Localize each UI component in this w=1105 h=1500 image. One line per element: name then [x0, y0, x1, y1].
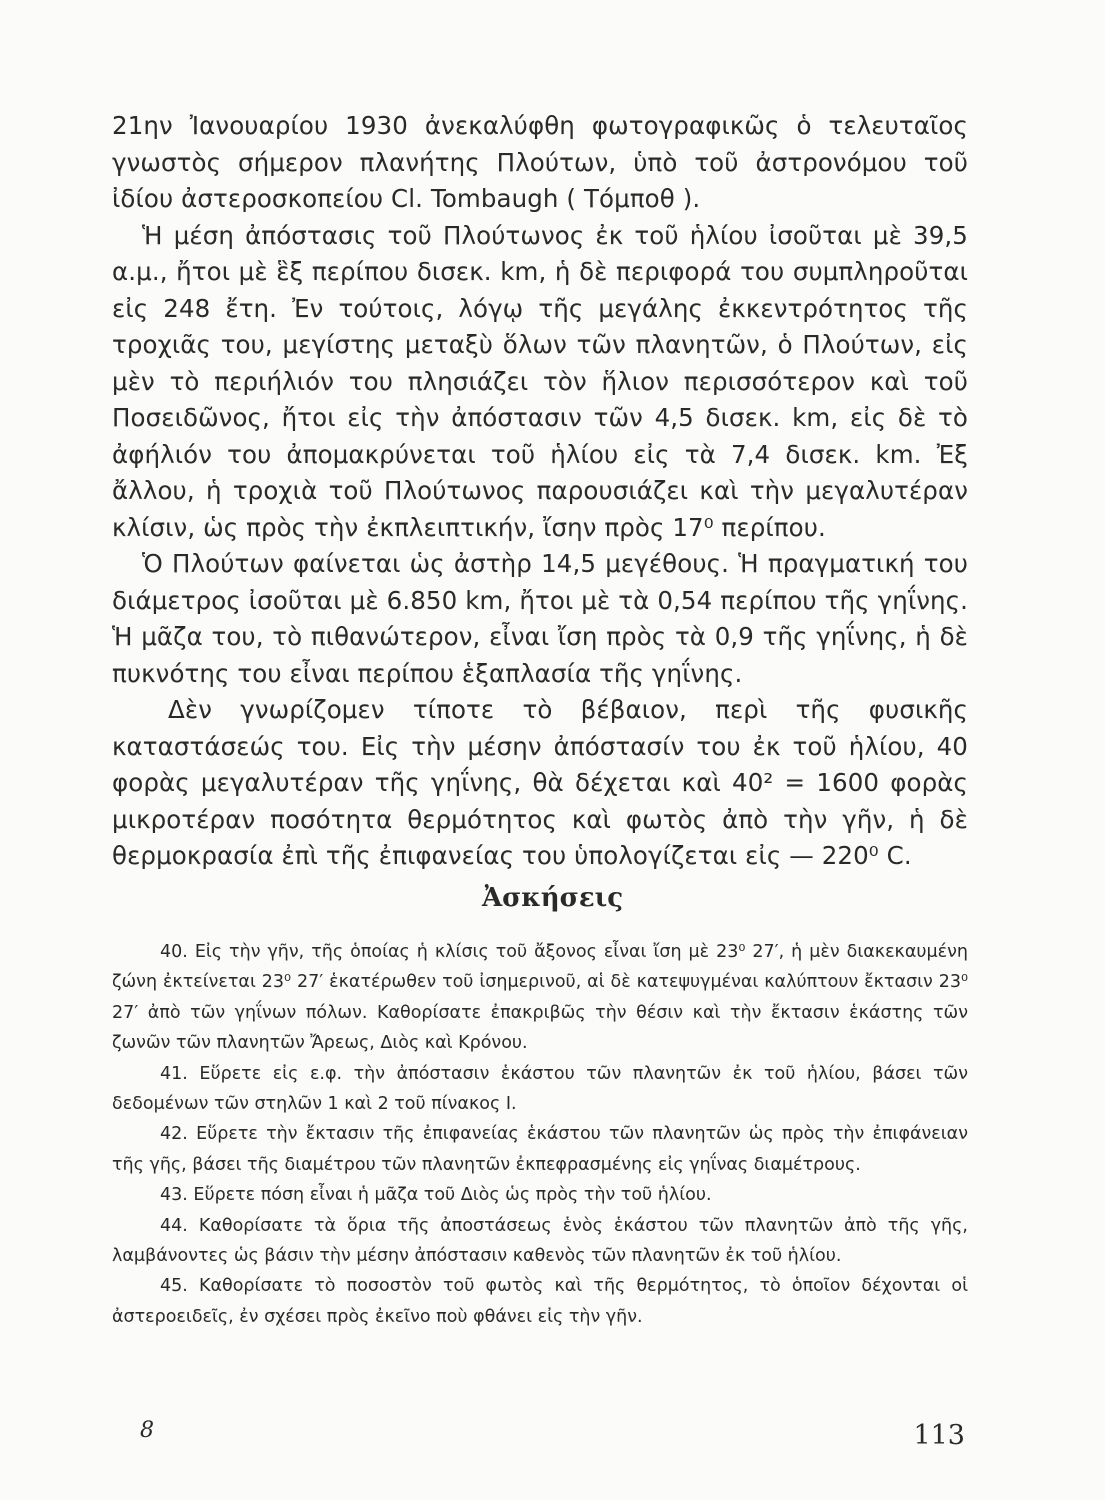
paragraph-physical-state: Δὲν γνωρίζομεν τίποτε τὸ βέβαιον, περὶ τῆς φυσικῆς καταστάσεώς του. Εἰς τὴν μέσην ἀπόστασίν του ἐκ τοῦ ἡλίου, 40 φορὰς μεγαλυτέραν τῆς γηΐνης, θὰ δέχεται καὶ 40² = 1600 φορὰς μικροτέραν ποσότητα θερμότητος καὶ φωτὸς ἀπὸ τὴν γῆν, ἡ δὲ θερμοκρασία ἐπὶ τῆς ἐπιφανείας του ὑπολογίζεται εἰς — 220⁰ C.: [112, 695, 968, 870]
exercise-item: 41. Εὕρετε εἰς ε.φ. τὴν ἀπόστασιν ἑκάστου τῶν πλανητῶν ἐκ τοῦ ἡλίου, βάσει τῶν δεδομένων τῶν στηλῶν 1 καὶ 2 τοῦ πίνακος I.: [112, 1063, 968, 1115]
exercise-item: 43. Εὕρετε πόση εἶναι ἡ μᾶζα τοῦ Διὸς ὡς πρὸς τὴν τοῦ ἡλίου.: [160, 1185, 712, 1206]
exercise-item: 40. Εἰς τὴν γῆν, τῆς ὁποίας ἡ κλίσις τοῦ ἄξονος εἶναι ἴση μὲ 23⁰ 27′, ἡ μὲν διακεκαυμένη ζώνη ἐκτείνεται 23⁰ 27′ ἑκατέρωθεν τοῦ ἰσημερινοῦ, αἱ δὲ κατεψυγμέναι καλύπτουν ἔκτασιν 23⁰ 27′ ἀπὸ τῶν γηΐνων πόλων. Καθορίσατε ἐπακριβῶς τὴν θέσιν καὶ τὴν ἔκτασιν ἑκάστης τῶν ζωνῶν τῶν πλανητῶν Ἄρεως, Διὸς καὶ Κρόνου.: [112, 942, 968, 1054]
paragraph-size: Ὁ Πλούτων φαίνεται ὡς ἀστὴρ 14,5 μεγέθους. Ἡ πραγματική του διάμετρος ἰσοῦται μὲ 6.850 km, ἤτοι μὲ τὰ 0,54 περίπου τῆς γηΐνης. Ἡ μᾶζα του, τὸ πιθανώτερον, εἶναι ἴση πρὸς τὰ 0,9 τῆς γηΐνης, ἡ δὲ πυκνότης του εἶναι περίπου ἑξαπλασία τῆς γηΐνης.: [112, 549, 968, 688]
paragraph-orbit: Ἡ μέση ἀπόστασις τοῦ Πλούτωνος ἐκ τοῦ ἡλίου ἰσοῦται μὲ 39,5 α.μ., ἤτοι μὲ ἓξ περίπου δισεκ. km, ἡ δὲ περιφορά του συμπληροῦται εἰς 248 ἔτη. Ἐν τούτοις, λόγῳ τῆς μεγάλης ἐκκεντρότητος τῆς τροχιᾶς του, μεγίστης μεταξὺ ὅλων τῶν πλανητῶν, ὁ Πλούτων, εἰς μὲν τὸ περιήλιόν του πλησιάζει τὸν ἥλιον περισσότερον καὶ τοῦ Ποσειδῶνος, ἤτοι εἰς τὴν ἀπόστασιν τῶν 4,5 δισεκ. km, εἰς δὲ τὸ ἀφήλιόν του ἀπομακρύνεται τοῦ ἡλίου εἰς τὰ 7,4 δισεκ. km. Ἐξ ἄλλου, ἡ τροχιὰ τοῦ Πλούτωνος παρουσιάζει καὶ τὴν μεγαλυτέραν κλίσιν, ὡς πρὸς τὴν ἐκπλειπτικήν, ἴσην πρὸς 17⁰ περίπου.: [112, 220, 968, 542]
exercise-item: 42. Εὕρετε τὴν ἔκτασιν τῆς ἐπιφανείας ἑκάστου τῶν πλανητῶν ὡς πρὸς τὴν ἐπιφάνειαν τῆς γῆς, βάσει τῆς διαμέτρου τῶν πλανητῶν ἐκπεφρασμένης εἰς γηΐνας διαμέτρους.: [112, 1124, 968, 1175]
exercises-list: [112, 937, 968, 1332]
page-number: 113: [913, 1420, 965, 1451]
main-text: [112, 108, 968, 875]
exercises-heading: Ἀσκήσεις: [481, 883, 624, 913]
exercise-item: 45. Καθορίσατε τὸ ποσοστὸν τοῦ φωτὸς καὶ τῆς θερμότητος, τὸ ὁποῖον δέχονται οἱ ἀστεροειδεῖς, ἐν σχέσει πρὸς ἐκεῖνο ποὺ φθάνει εἰς τὴν γῆν.: [112, 1276, 968, 1327]
exercise-item: 44. Καθορίσατε τὰ ὅρια τῆς ἀποστάσεως ἑνὸς ἑκάστου τῶν πλανητῶν ἀπὸ τῆς γῆς, λαμβάνοντες ὡς βάσιν τὴν μέσην ἀπόστασιν καθενὸς τῶν πλανητῶν ἐκ τοῦ ἡλίου.: [112, 1215, 968, 1267]
signature-mark: 8: [140, 1418, 154, 1443]
paragraph-discovery: 21ην Ἰανουαρίου 1930 ἀνεκαλύφθη φωτογραφικῶς ὁ τελευταῖος γνωστὸς σήμερον πλανήτης Πλούτων, ὑπὸ τοῦ ἀστρονόμου τοῦ ἰδίου ἀστεροσκοπείου Cl. Tombaugh ( Τόμποθ ).: [112, 111, 968, 213]
